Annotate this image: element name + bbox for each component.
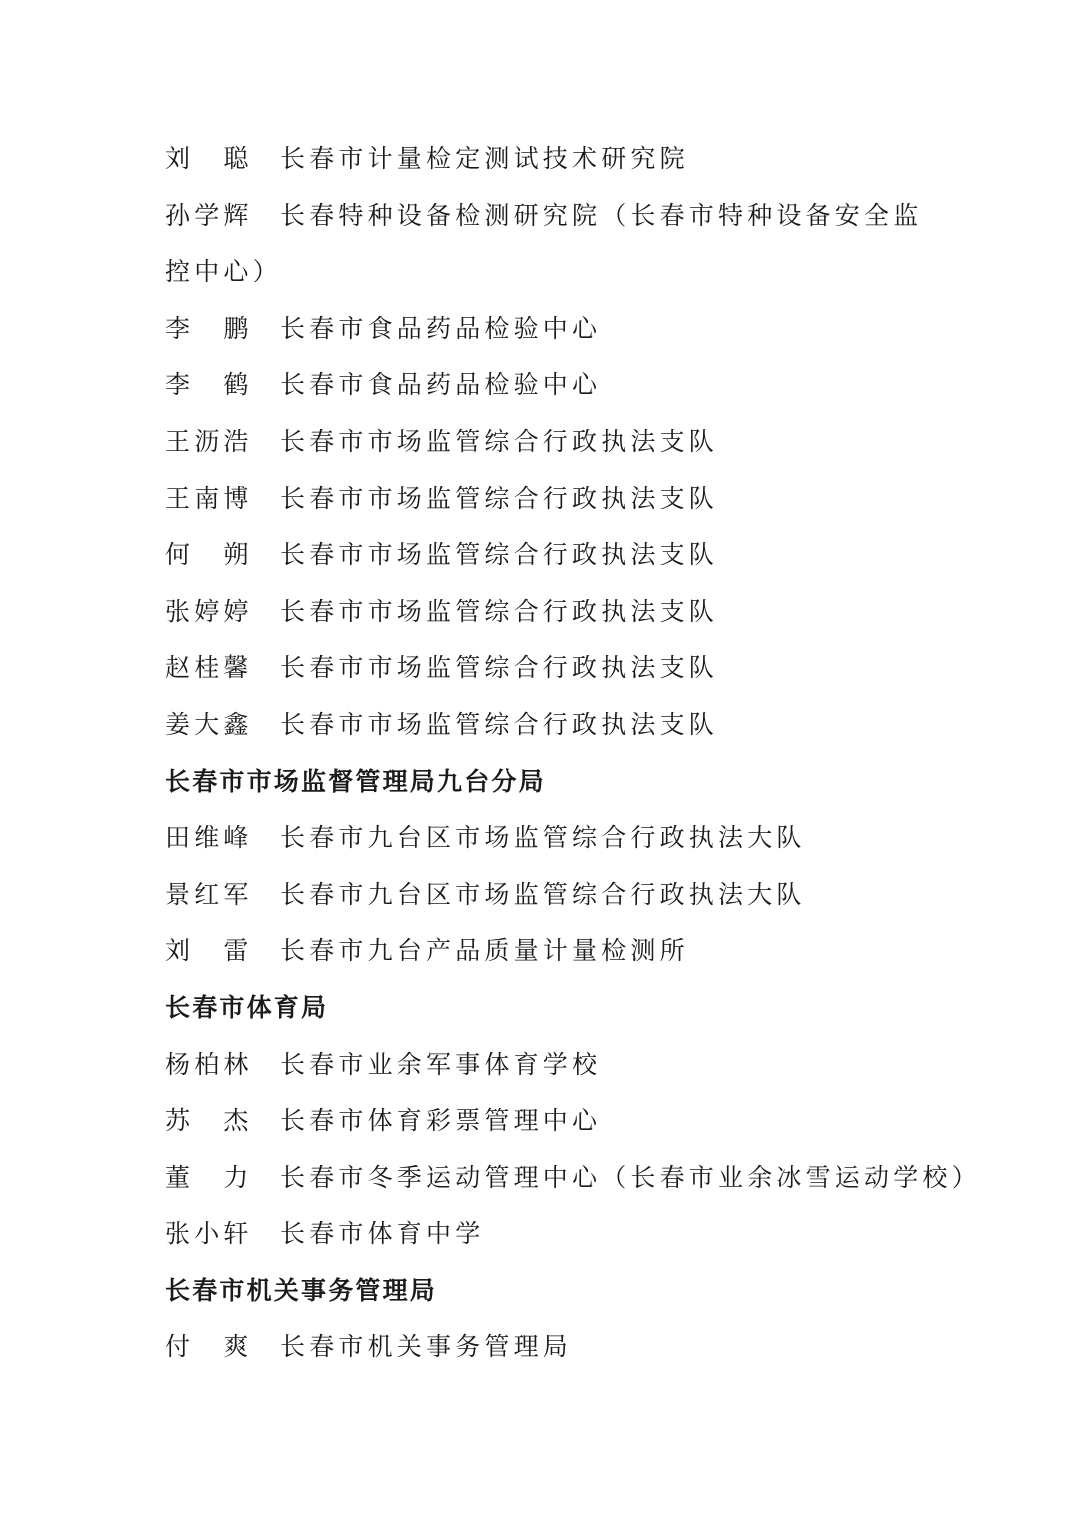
person-name: 王南博 — [165, 483, 253, 513]
person-name: 李 鹤 — [165, 370, 253, 400]
person-name: 董 力 — [165, 1162, 253, 1192]
organization: 长春市市场监管综合行政执法支队 — [280, 483, 719, 513]
organization: 长春市体育彩票管理中心 — [280, 1106, 602, 1136]
list-item — [165, 357, 925, 414]
person-name: 张婷婷 — [165, 596, 253, 626]
document-body — [165, 131, 981, 1376]
list-item — [165, 301, 925, 358]
organization: 长春市九台区市场监管综合行政执法大队 — [280, 823, 806, 853]
list-item — [165, 1319, 925, 1376]
list-item — [165, 810, 925, 867]
list-item — [165, 1093, 925, 1150]
list-item — [165, 188, 925, 301]
organization: 长春市九台区市场监管综合行政执法大队 — [280, 879, 806, 909]
list-item — [165, 1037, 925, 1094]
organization: 长春市食品药品检验中心 — [280, 370, 602, 400]
list-item — [165, 697, 925, 754]
organization: 长春市市场监管综合行政执法支队 — [280, 540, 719, 570]
organization: 长春市市场监管综合行政执法支队 — [280, 653, 719, 683]
person-name: 杨柏林 — [165, 1049, 253, 1079]
list-item — [165, 527, 925, 584]
list-item — [165, 584, 925, 641]
organization: 长春特种设备检测研究院（长春市特种设备安全监控中心） — [165, 200, 923, 287]
person-name: 景红军 — [165, 879, 253, 909]
person-name: 孙学辉 — [165, 200, 253, 230]
section-heading: 长春市机关事务管理局 — [165, 1275, 438, 1305]
list-item — [165, 471, 925, 528]
list-item — [165, 131, 925, 188]
person-name: 姜大鑫 — [165, 709, 253, 739]
list-item — [165, 867, 925, 924]
organization: 长春市体育中学 — [280, 1219, 485, 1249]
list-item — [165, 1150, 981, 1207]
list-item — [165, 1206, 925, 1263]
organization: 长春市计量检定测试技术研究院 — [280, 144, 689, 173]
organization: 长春市市场监管综合行政执法支队 — [280, 426, 719, 456]
organization: 长春市食品药品检验中心 — [280, 313, 602, 343]
person-name: 付 爽 — [165, 1332, 253, 1362]
person-name: 李 鹏 — [165, 313, 253, 343]
organization: 长春市市场监管综合行政执法支队 — [280, 596, 719, 626]
person-name: 刘 雷 — [165, 936, 253, 966]
person-name: 刘 聪 — [165, 144, 253, 173]
person-name: 田维峰 — [165, 823, 253, 853]
organization: 长春市冬季运动管理中心（长春市业余冰雪运动学校） — [280, 1162, 981, 1192]
section-heading: 长春市体育局 — [165, 992, 329, 1022]
list-item — [165, 923, 925, 980]
list-item — [165, 640, 925, 697]
person-name: 何 朔 — [165, 540, 253, 570]
organization: 长春市业余军事体育学校 — [280, 1049, 602, 1079]
person-name: 王沥浩 — [165, 426, 253, 456]
section-heading: 长春市市场监督管理局九台分局 — [165, 766, 546, 796]
person-name: 张小轩 — [165, 1219, 253, 1249]
organization: 长春市市场监管综合行政执法支队 — [280, 709, 719, 739]
person-name: 赵桂馨 — [165, 653, 253, 683]
list-item — [165, 414, 925, 471]
person-name: 苏 杰 — [165, 1106, 253, 1136]
organization: 长春市九台产品质量计量检测所 — [280, 936, 689, 966]
organization: 长春市机关事务管理局 — [280, 1332, 573, 1362]
